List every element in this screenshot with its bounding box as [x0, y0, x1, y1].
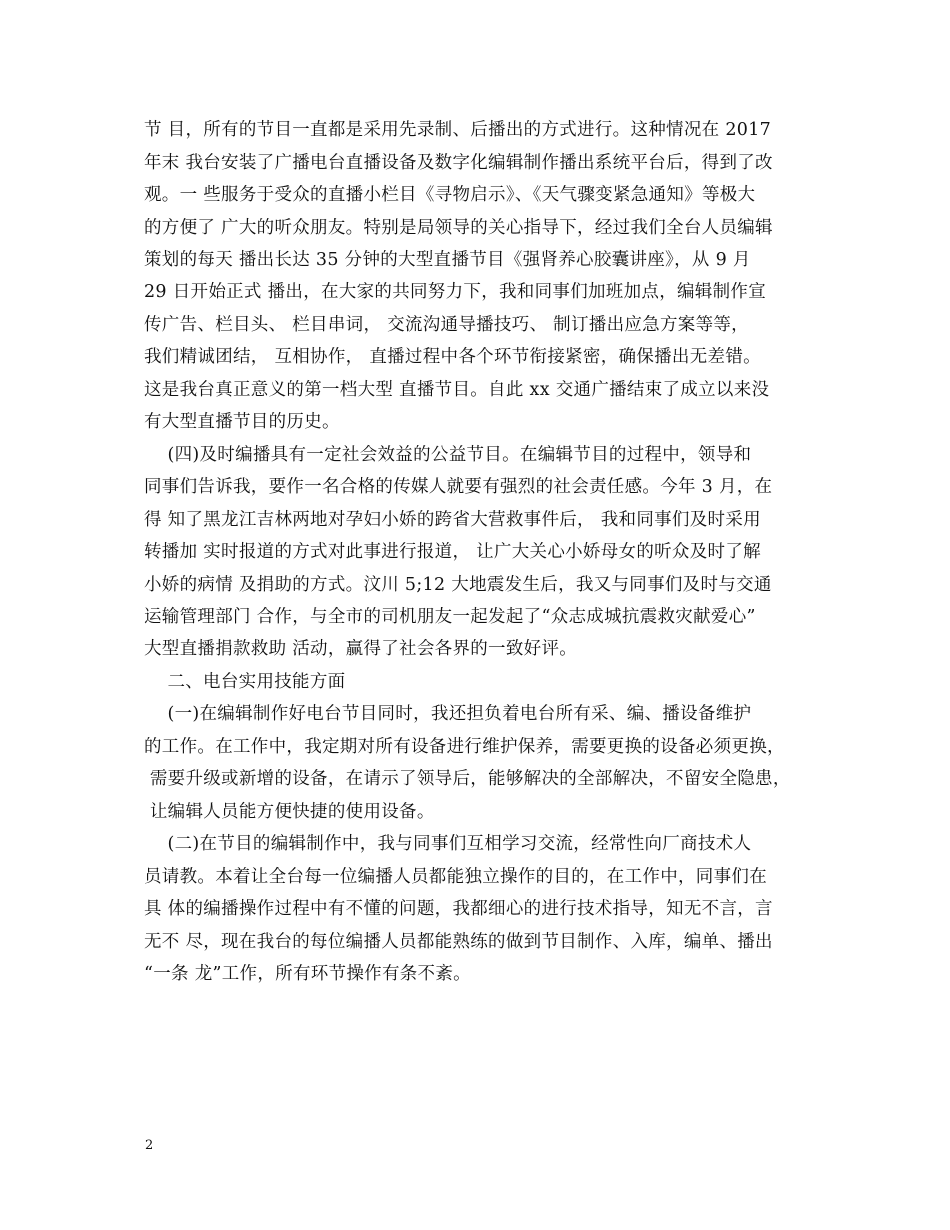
paragraph-start-line: (二)在节目的编辑制作中，我与同事们互相学习交流，经常性向厂商技术人 — [144, 834, 752, 854]
text-line: 的方便了 广大的听众朋友。特别是局领导的关心指导下，经过我们全台人员编辑 — [144, 218, 773, 238]
text-line: 转播加 实时报道的方式对此事进行报道， 让广大关心小娇母女的听众及时了解 — [144, 542, 761, 562]
text-line: 同事们告诉我，要作一名合格的传媒人就要有强烈的社会责任感。今年 3 月，在 — [144, 477, 773, 497]
text-line: “一条 龙”工作，所有环节操作有条不紊。 — [144, 964, 471, 984]
text-line: 让编辑人员能方便快捷的使用设备。 — [144, 802, 435, 822]
text-line: 传广告、栏目头、 栏目串词， 交流沟通导播技巧、 制订播出应急方案等等， — [144, 315, 749, 335]
text-line: 观。一 些服务于受众的直播小栏目《寻物启示》、《天气骤变紧急通知》等极大 — [144, 185, 756, 205]
text-line: 这是我台真正意义的第一档大型 直播节目。自此 xx 交通广播结束了成立以来没 — [144, 380, 770, 400]
text-line: 得 知了黑龙江吉林两地对孕妇小娇的跨省大营救事件后， 我和同事们及时采用 — [144, 510, 761, 530]
text-line: 有大型直播节目的历史。 — [144, 412, 340, 432]
paragraph-start-line: (一)在编辑制作好电台节目同时，我还担负着电台所有采、编、播设备维护 — [144, 704, 752, 724]
text-line: 的工作。在工作中，我定期对所有设备进行维护保养，需要更换的设备必须更换， — [144, 737, 785, 757]
text-line: 员请教。本着让全台每一位编播人员都能独立操作的目的，在工作中，同事们在 — [144, 867, 767, 887]
text-line: 需要升级或新增的设备，在请示了领导后，能够解决的全部解决，不留安全隐患， — [144, 769, 791, 789]
text-line: 我们精诚团结， 互相协作， 直播过程中各个环节衔接紧密，确保播出无差错。 — [144, 347, 761, 367]
text-line: 具 体的编播操作过程中有不懂的问题，我都细心的进行技术指导，知无不言，言 — [144, 899, 773, 919]
text-line: 策划的每天 播出长达 35 分钟的大型直播节目《强肾养心胶囊讲座》，从 9 月 — [144, 250, 751, 270]
paragraph-start-line: (四)及时编播具有一定社会效益的公益节目。在编辑节目的过程中，领导和 — [144, 445, 752, 465]
text-line: 节 目，所有的节目一直都是采用先录制、后播出的方式进行。这种情况在 2017 — [144, 120, 772, 140]
text-line: 运输管理部门 合作，与全市的司机朋友一起发起了“众志成城抗震救灾献爱心” — [144, 607, 756, 627]
text-line: 大型直播捐款救助 活动，赢得了社会各界的一致好评。 — [144, 639, 578, 659]
text-line: 29 日开始正式 播出，在大家的共同努力下，我和同事们加班加点，编辑制作宣 — [144, 282, 766, 302]
text-line: 年末 我台安装了广播电台直播设备及数字化编辑制作播出系统平台后，得到了改 — [144, 153, 773, 173]
page-number: 2 — [145, 1138, 154, 1153]
text-line: 无不 尽，现在我台的每位编播人员都能熟练的做到节目制作、入库，编单、播出 — [144, 932, 773, 952]
text-line: 小娇的病情 及捐助的方式。汶川 5;12 大地震发生后，我又与同事们及时与交通 — [144, 575, 772, 595]
section-heading: 二、电台实用技能方面 — [144, 672, 346, 692]
